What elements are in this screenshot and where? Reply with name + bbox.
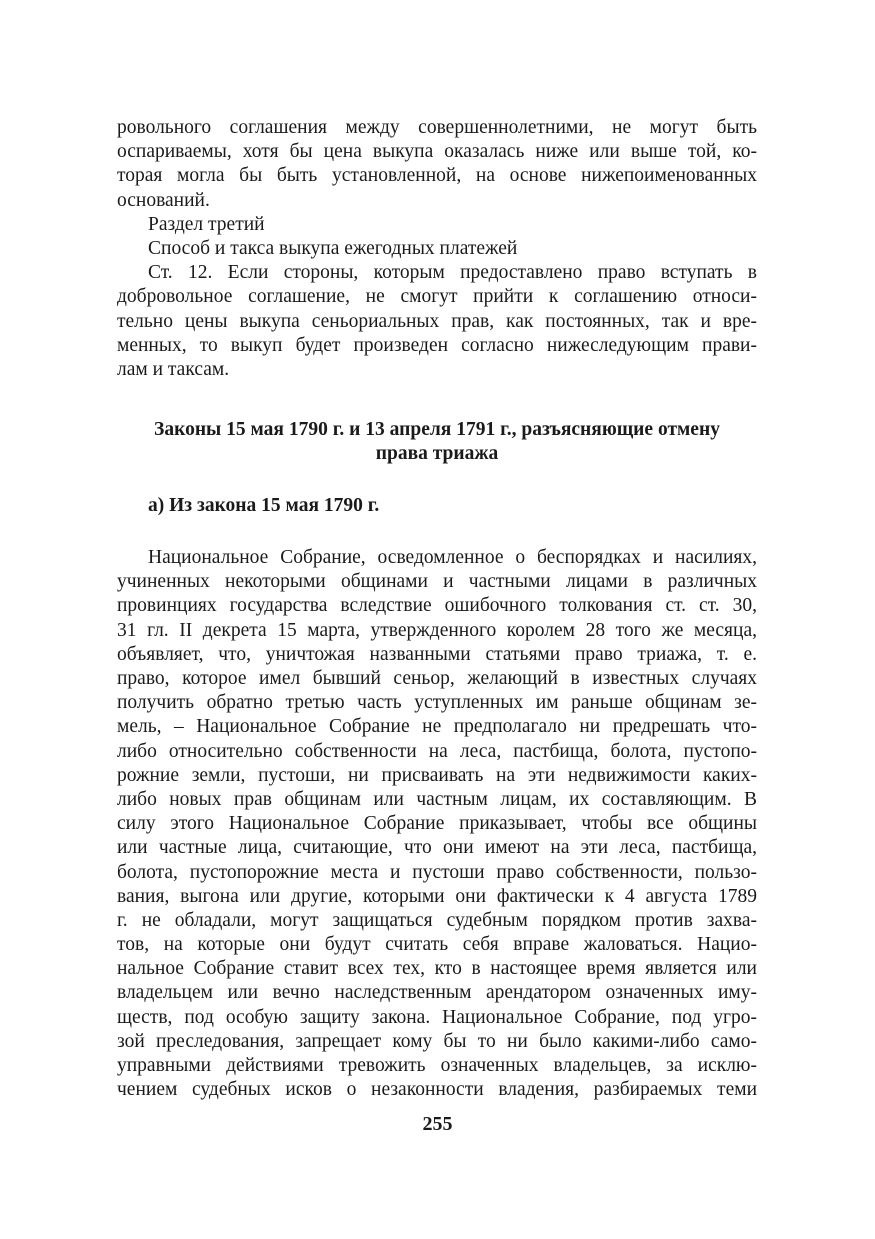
text-line: управными действиями тревожить означенных владельцев, за исклю- xyxy=(117,1055,757,1076)
text-line: Ст. 12. Если стороны, которым предоставлено право вступать в xyxy=(148,262,757,284)
text-line: ществ, под особую защиту закона. Национальное Собрание, под угро- xyxy=(117,1006,757,1028)
text-line: чением судебных исков о незаконности владения, разбираемых теми xyxy=(117,1079,757,1101)
text-line: оснований. xyxy=(117,189,210,211)
text-line: мель, – Национальное Собрание не предполагало ни предрешать что- xyxy=(117,716,757,738)
text-line: силу этого Национальное Собрание приказывает, чтобы все общины xyxy=(117,813,757,835)
text-line: провинциях государства вследствие ошибочного толкования ст. ст. 30, xyxy=(117,595,757,617)
text-line: объявляет, что, уничтожая названными статьями право триажа, т. е. xyxy=(117,643,757,665)
text-line: владельцем или вечно наследственным арендатором означенных иму- xyxy=(117,982,757,1004)
text-line: нальное Собрание ставит всех тех, кто в настоящее время является или xyxy=(117,958,757,980)
heading-line: Законы 15 мая 1790 г. и 13 апреля 1791 г., разъясняющие отмену xyxy=(154,419,720,441)
page-number: 255 xyxy=(422,1113,453,1135)
section-label: Раздел третий xyxy=(148,213,265,235)
article-paragraph xyxy=(117,261,757,382)
text-line: учиненных некоторыми общинами и частными лицами в различных xyxy=(117,571,757,593)
section-heading xyxy=(117,418,757,466)
subheading: а) Из закона 15 мая 1790 г. xyxy=(148,495,380,517)
text-line: тельно цены выкупа сеньориальных прав, как постоянных, так и вре- xyxy=(117,310,757,332)
text-line: либо новых прав общинам или частным лицам, их составляющим. В xyxy=(117,788,757,810)
text-line: или частные лица, считающие, что они имеют на эти леса, пастбища, xyxy=(117,837,757,859)
text-line: получить обратно третью часть уступленных им раньше общинам зе- xyxy=(117,692,757,714)
page-content xyxy=(117,116,757,1102)
text-line: менных, то выкуп будет произведен согласно нижеследующим прави- xyxy=(117,334,757,356)
text-line: зой преследования, запрещает кому бы то ни было какими-либо само- xyxy=(117,1030,757,1052)
text-line: тов, на которые они будут считать себя вправе жаловаться. Нацио- xyxy=(117,934,757,956)
text-line: болота, пустопорожние места и пустоши право собственности, пользо- xyxy=(117,861,757,883)
text-line: вания, выгона или другие, которыми они фактически к 4 августа 1789 xyxy=(117,885,757,907)
text-line: право, которое имел бывший сеньор, желающий в известных случаях xyxy=(117,668,757,689)
continuation-paragraph xyxy=(117,116,757,213)
text-line: ровольного соглашения между совершеннолетними, не могут быть xyxy=(117,117,757,138)
text-line: лам и таксам. xyxy=(117,358,230,380)
text-line: г. не обладали, могут защищаться судебным порядком против захва- xyxy=(117,909,757,931)
text-line: либо относительно собственности на леса, пастбища, болота, пустопо- xyxy=(117,740,757,762)
text-line: оспариваемы, хотя бы цена выкупа оказалась ниже или выше той, ко- xyxy=(117,141,757,163)
heading-line: права триажа xyxy=(375,443,499,465)
text-line: торая могла бы быть установленной, на основе нижепоименованных xyxy=(117,165,757,187)
text-line: Национальное Собрание, осведомленное о беспорядках и насилиях, xyxy=(148,547,757,569)
text-line: добровольное соглашение, не смогут прийти к соглашению относи- xyxy=(117,286,757,308)
body-paragraph xyxy=(117,546,757,1102)
section-title: Способ и такса выкупа ежегодных платежей xyxy=(148,237,518,259)
text-line: 31 гл. II декрета 15 марта, утвержденного королем 28 того же месяца, xyxy=(117,619,757,641)
text-line: рожние земли, пустоши, ни присваивать на эти недвижимости каких- xyxy=(117,764,757,786)
